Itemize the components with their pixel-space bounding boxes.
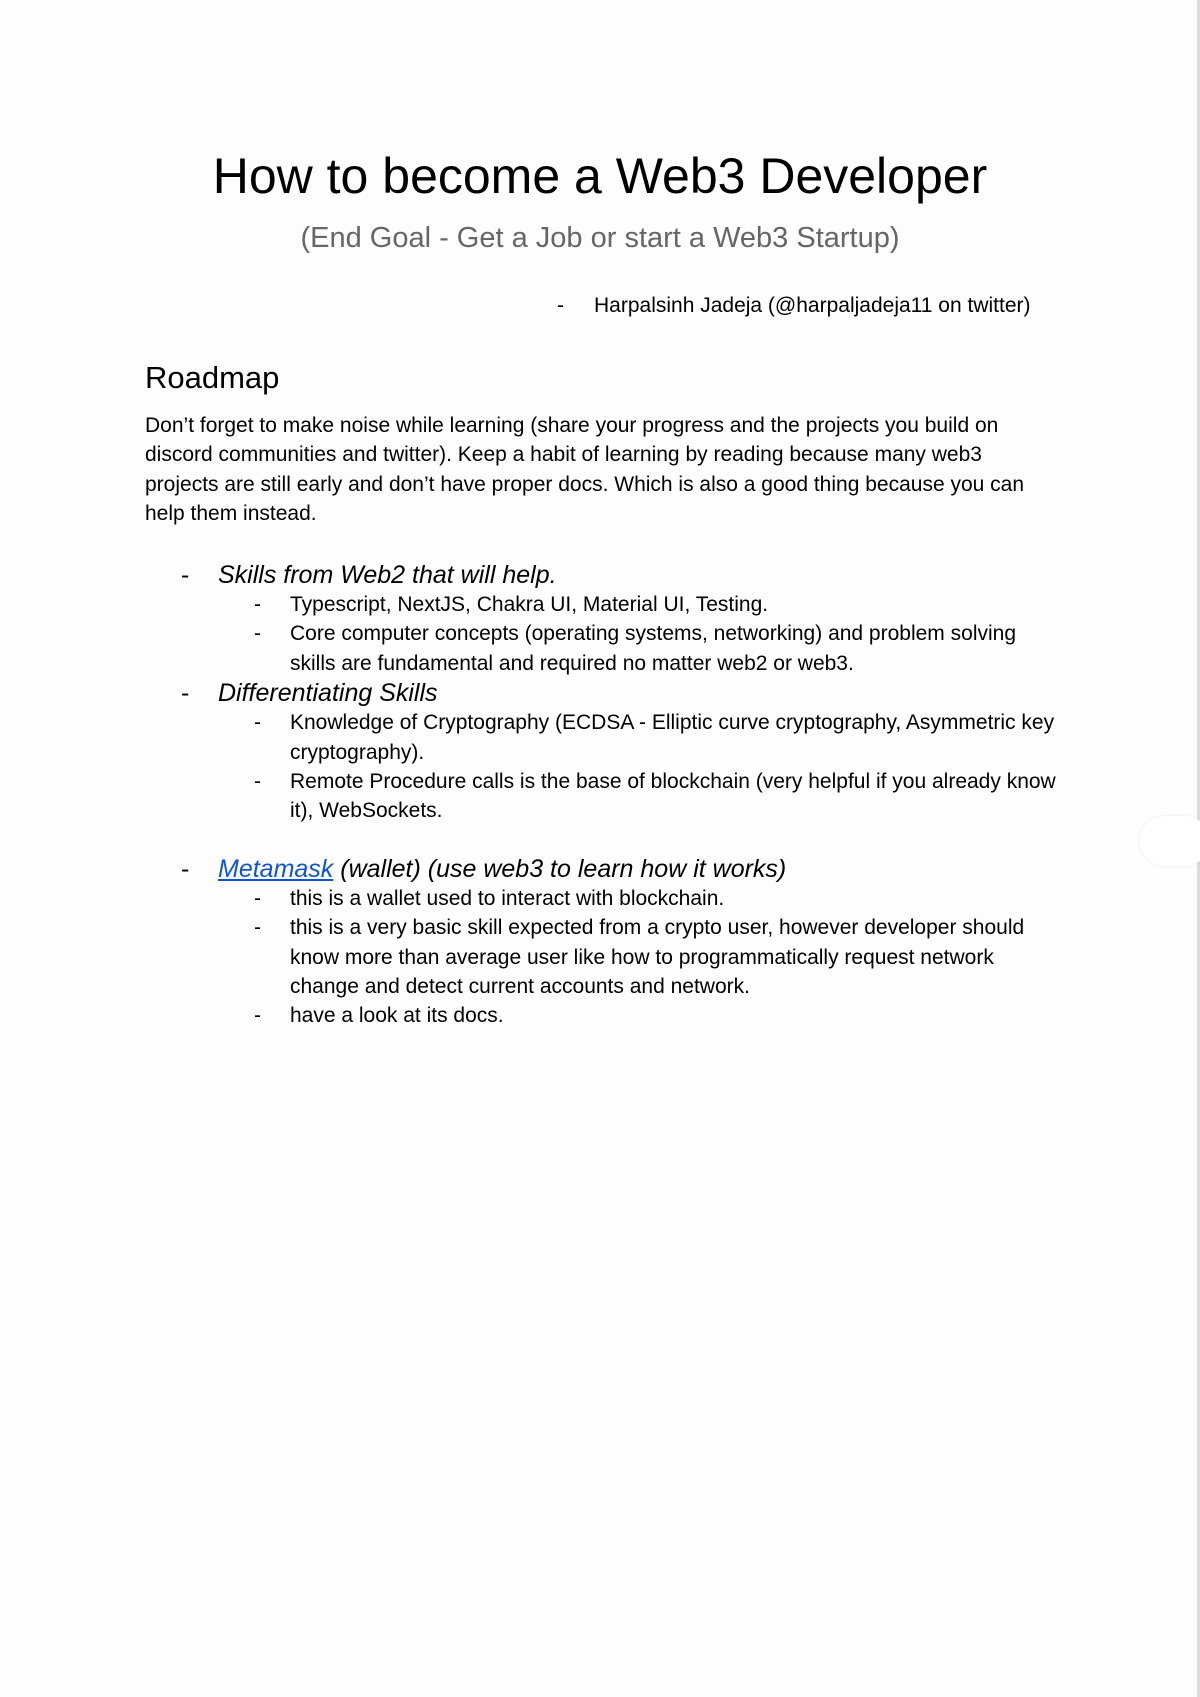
sub-list-item: [145, 590, 1065, 619]
list-item-label: Skills from Web2 that will help.: [218, 561, 557, 589]
list-item-label-rest: (wallet) (use web3 to learn how it works): [333, 854, 787, 883]
author-name: Harpalsinh Jadeja (@harpaljadeja11 on twitter): [594, 294, 1031, 317]
bullet: -: [181, 854, 190, 883]
sub-list-item-text: Core computer concepts (operating systems, networking) and problem solving skills are fundamental and required no matter web2 or web3.: [290, 622, 1017, 675]
list-spacer: [145, 826, 1065, 854]
sub-list-item-text: this is a wallet used to interact with blockchain.: [290, 886, 725, 910]
list-item-metamask: [145, 854, 1065, 1031]
metamask-link[interactable]: Metamask: [218, 854, 334, 883]
sub-list-item-text: Knowledge of Cryptography (ECDSA - Elliptic curve cryptography, Asymmetric key cryptography).: [290, 711, 1055, 764]
sub-list-item: [145, 619, 1065, 678]
sub-list: [218, 708, 1065, 826]
author-line: [557, 292, 1031, 320]
bullet: -: [254, 593, 261, 616]
bullet: -: [181, 679, 190, 708]
list-item-label: [218, 854, 1065, 884]
list-item-web2-skills: [145, 560, 1065, 678]
sub-list: [218, 590, 1065, 678]
bullet: -: [254, 711, 261, 735]
author-bullet: -: [557, 294, 564, 317]
sub-list-item: [145, 767, 1065, 826]
document-subtitle: (End Goal - Get a Job or start a Web3 Startup): [300, 222, 900, 254]
side-panel-toggle[interactable]: [1140, 816, 1200, 866]
sub-list-item-text: this is a very basic skill expected from a crypto user, however developer should know more than average user like how to programmatically request network change and detect current accounts and network.: [290, 916, 1025, 999]
bullet: -: [254, 916, 261, 940]
bullet: -: [181, 561, 190, 589]
sub-list-item: [145, 708, 1065, 767]
sub-list-item-text: Remote Procedure calls is the base of blockchain (very helpful if you already know it), WebSockets.: [290, 770, 1056, 823]
list-item-differentiating-skills: [145, 678, 1065, 826]
section-heading: Roadmap: [145, 360, 280, 395]
sub-list-item: [145, 913, 1065, 1001]
bullet: -: [254, 886, 261, 910]
bullet: -: [254, 622, 261, 646]
roadmap-list: [145, 560, 1065, 1031]
sub-list-item: [145, 884, 1065, 913]
sub-list-item-text: Typescript, NextJS, Chakra UI, Material UI, Testing.: [290, 593, 769, 616]
intro-paragraph: Don’t forget to make noise while learning (share your progress and the projects you build on discord communities and twitter). Keep a habit of learning by reading because many web3 projects are still early and don’t have proper docs. Which is also a good thing because you can help them instead.: [145, 414, 1025, 526]
bullet: -: [254, 1004, 261, 1028]
sub-list-item-text: have a look at its docs.: [290, 1004, 504, 1028]
sub-list: [218, 884, 1065, 1031]
bullet: -: [254, 770, 261, 794]
sub-list-item: [145, 1001, 1065, 1030]
list-item-label: Differentiating Skills: [218, 679, 438, 708]
document-title: How to become a Web3 Developer: [212, 148, 988, 204]
